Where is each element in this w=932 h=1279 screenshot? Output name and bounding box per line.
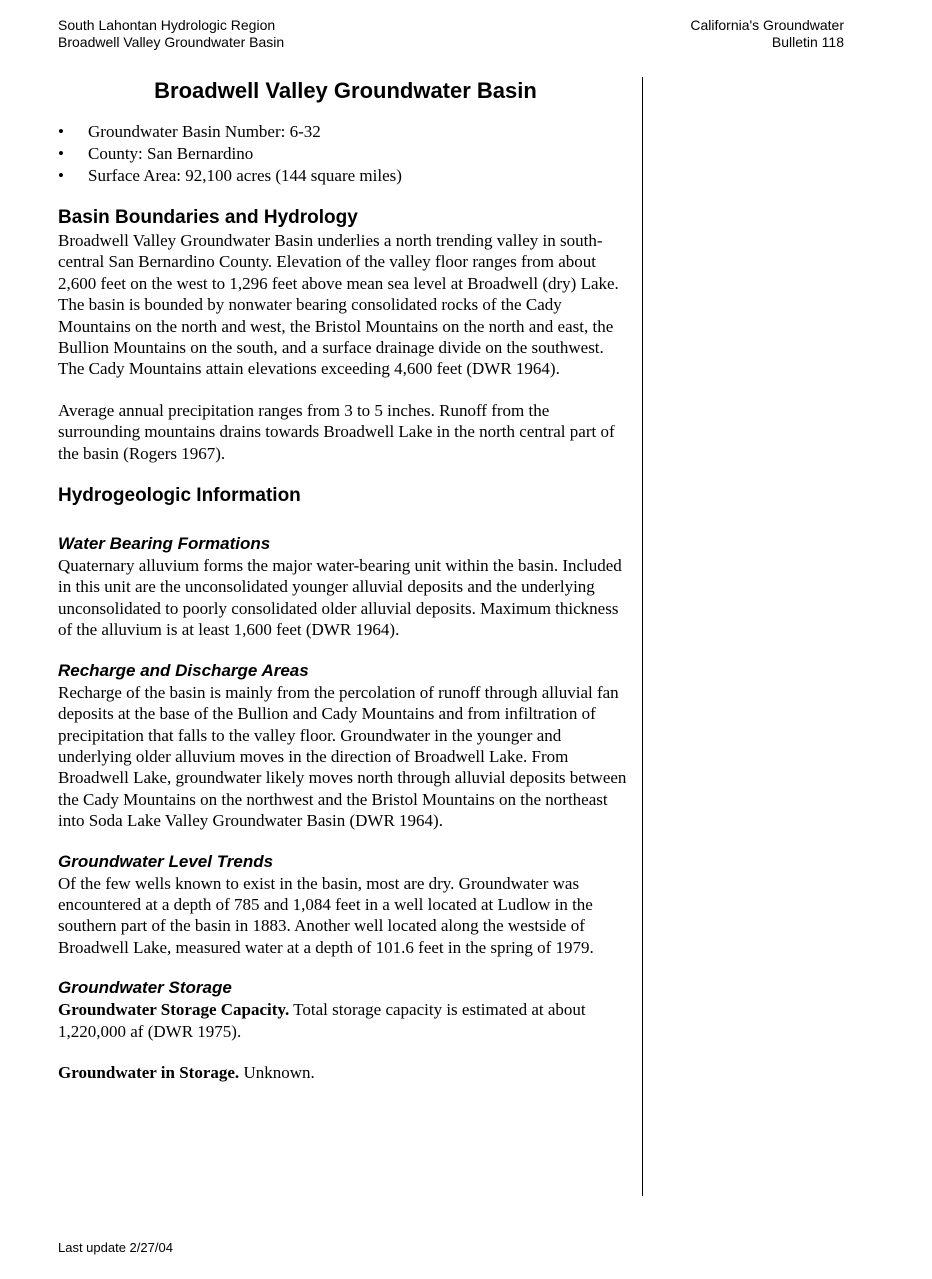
running-header-left xyxy=(58,17,284,51)
paragraph-boundaries-1: Broadwell Valley Groundwater Basin underlies a north trending valley in south-central San Bernardino County. Elevation of the valley floor ranges from about 2,600 feet on the west to 1,296 feet above mean sea level at Broadwell (dry) Lake. The basin is bounded by nonwater bearing consolidated rocks of the Cady Mountains on the north and west, the Bristol Mountains on the north and east, the Bullion Mountains on the south, and a surface drainage divide on the southwest. The Cady Mountains attain elevations exceeding 4,600 feet (DWR 1964). xyxy=(58,231,619,379)
heading-basin-boundaries: Basin Boundaries and Hydrology xyxy=(58,207,358,228)
fact-basin-number: • Groundwater Basin Number: 6-32 xyxy=(58,121,633,143)
heading-level-trends: Groundwater Level Trends xyxy=(58,851,274,871)
heading-water-bearing: Water Bearing Formations xyxy=(58,534,271,554)
heading-groundwater-storage: Groundwater Storage xyxy=(58,978,232,998)
paragraph-in-storage xyxy=(58,1062,633,1083)
paragraph-recharge-discharge: Recharge of the basin is mainly from the percolation of runoff through alluvial fan deposits at the base of the Bullion and Cady Mountains and from infiltration of precipitation that falls to the valley floor. Groundwater in the younger and underlying older alluvium moves in the direction of Broadwell Lake. From Broadwell Lake, groundwater likely moves north through alluvial deposits between the Cady Mountains on the northwest and the Bristol Mountains on the northeast into Soda Lake Valley Groundwater Basin (DWR 1964). xyxy=(58,682,627,831)
column-divider xyxy=(642,77,643,1196)
header-publication: California's Groundwater xyxy=(690,17,844,33)
header-bulletin: Bulletin 118 xyxy=(771,34,844,50)
paragraph-boundaries-2: Average annual precipitation ranges from 3 to 5 inches. Runoff from the surrounding mountains drains towards Broadwell Lake in the north central part of the basin (Rogers 1967). xyxy=(58,400,615,463)
in-storage-text: Unknown. xyxy=(239,1062,315,1082)
header-basin: Broadwell Valley Groundwater Basin xyxy=(58,34,285,50)
fact-surface-area: • Surface Area: 92,100 acres (144 square miles) xyxy=(58,165,633,187)
paragraph-level-trends: Of the few wells known to exist in the basin, most are dry. Groundwater was encountered at a depth of 785 and 1,084 feet in a well located at Ludlow in the southern part of the basin in 1883. Another well located along the westside of Broadwell Lake, measured water at a depth of 101.6 feet in the spring of 1979. xyxy=(58,873,594,957)
paragraph-storage-capacity xyxy=(58,999,633,1042)
running-header-right xyxy=(690,17,844,51)
header-region: South Lahontan Hydrologic Region xyxy=(58,17,276,33)
page-title: Broadwell Valley Groundwater Basin xyxy=(154,78,537,103)
paragraph-water-bearing: Quaternary alluvium forms the major water-bearing unit within the basin. Included in this unit are the unconsolidated younger alluvial deposits and the underlying unconsolidated to poorly consolidated older alluvial deposits. Maximum thickness of the alluvium is at least 1,600 feet (DWR 1964). xyxy=(58,556,622,640)
footer-last-update: Last update 2/27/04 xyxy=(58,1240,173,1255)
heading-recharge-discharge: Recharge and Discharge Areas xyxy=(58,660,309,680)
fact-county: • County: San Bernardino xyxy=(58,143,633,165)
basin-facts-list xyxy=(58,121,633,187)
heading-hydrogeologic-info: Hydrogeologic Information xyxy=(58,485,301,507)
storage-capacity-text: Total storage capacity is estimated at about 1,220,000 af (DWR 1975). xyxy=(58,1000,586,1041)
in-storage-label: Groundwater in Storage. xyxy=(58,1062,240,1082)
storage-capacity-label: Groundwater Storage Capacity. xyxy=(58,1000,290,1020)
main-content xyxy=(58,77,633,1083)
